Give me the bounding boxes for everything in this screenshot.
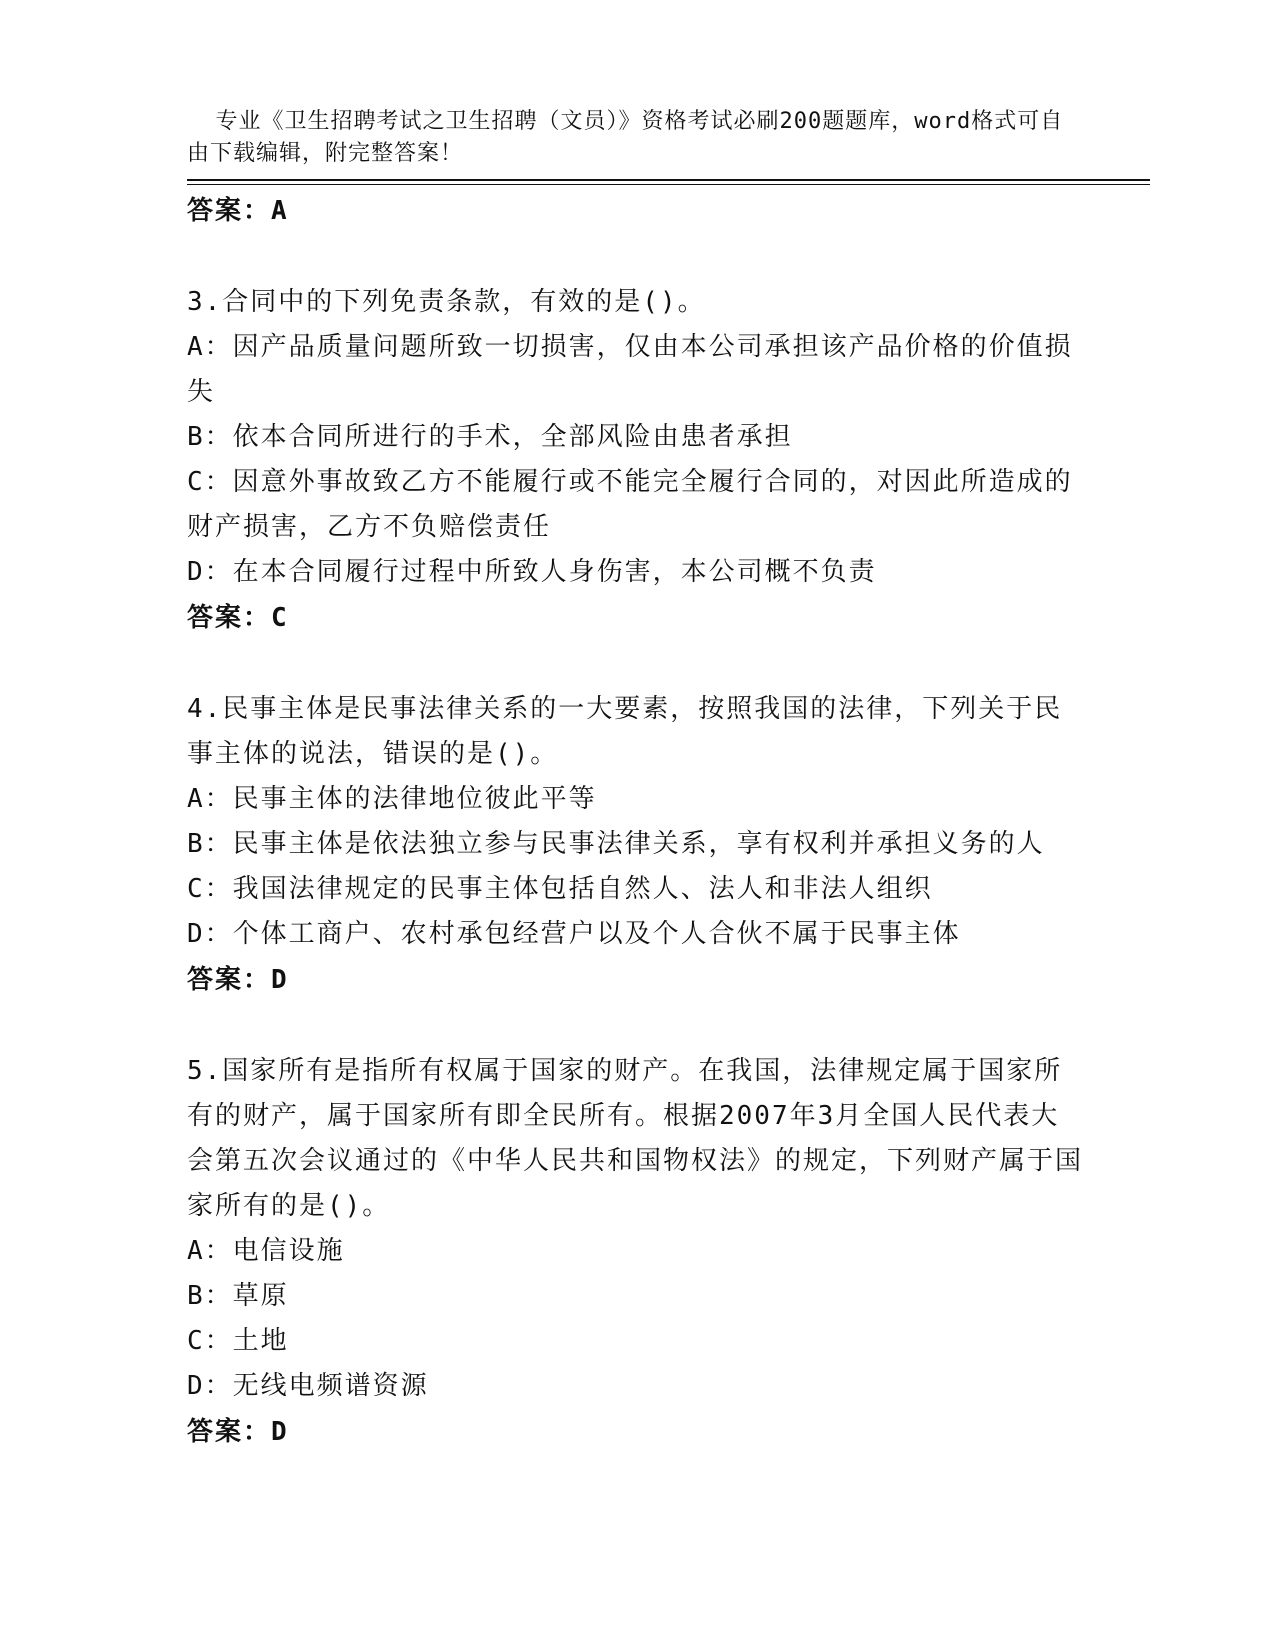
question-answer: 答案：C (187, 603, 289, 633)
spacer (187, 1003, 1087, 1049)
option-b: B：民事主体是依法独立参与民事法律关系，享有权利并承担义务的人 (187, 829, 1045, 859)
option-c: C：土地 (187, 1326, 289, 1356)
spacer (187, 234, 1087, 280)
document-header (187, 74, 1067, 170)
option-b: B：草原 (187, 1281, 289, 1311)
option-d: D：无线电频谱资源 (187, 1371, 429, 1401)
question-stem: 5.国家所有是指所有权属于国家的财产。在我国，法律规定属于国家所有的财产，属于国家所有即全民所有。根据2007年3月全国人民代表大会第五次会议通过的《中华人民共和国物权法》的规定，下列财产属于国家所有的是()。 (187, 1056, 1084, 1221)
question-answer: 答案：D (187, 965, 289, 995)
option-b: B：依本合同所进行的手术，全部风险由患者承担 (187, 422, 793, 452)
question-5 (187, 1049, 1087, 1455)
document-body (187, 188, 1087, 1455)
question-3 (187, 280, 1087, 641)
option-d: D：在本合同履行过程中所致人身伤害，本公司概不负责 (187, 557, 877, 587)
question-4 (187, 687, 1087, 1003)
question-answer: 答案：D (187, 1417, 289, 1447)
option-a: A：因产品质量问题所致一切损害，仅由本公司承担该产品价格的价值损失 (187, 332, 1073, 407)
option-d: D：个体工商户、农村承包经营户以及个人合伙不属于民事主体 (187, 919, 961, 949)
leading-answer: 答案：A (187, 196, 289, 226)
option-c: C：我国法律规定的民事主体包括自然人、法人和非法人组织 (187, 874, 933, 904)
option-a: A：民事主体的法律地位彼此平等 (187, 784, 597, 814)
option-a: A：电信设施 (187, 1236, 345, 1266)
header-divider-thick (187, 179, 1150, 181)
header-divider-thin (187, 184, 1150, 185)
question-stem: 4.民事主体是民事法律关系的一大要素，按照我国的法律，下列关于民事主体的说法，错误的是()。 (187, 694, 1063, 769)
option-c: C：因意外事故致乙方不能履行或不能完全履行合同的，对因此所造成的财产损害，乙方不负赔偿责任 (187, 467, 1073, 542)
header-text: 专业《卫生招聘考试之卫生招聘（文员）》资格考试必刷200题题库，word格式可自由下载编辑，附完整答案！ (187, 109, 1064, 166)
spacer (187, 641, 1087, 687)
question-stem: 3.合同中的下列免责条款，有效的是()。 (187, 287, 706, 317)
